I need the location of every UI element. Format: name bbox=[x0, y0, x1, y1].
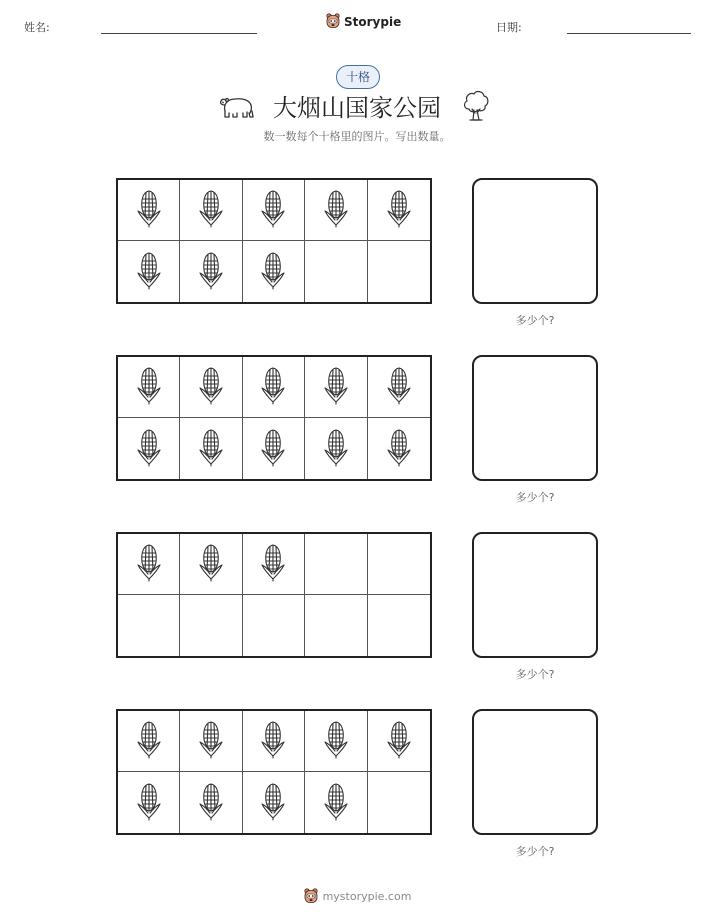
corn-icon bbox=[258, 542, 288, 586]
page-title: 大烟山国家公园 bbox=[273, 94, 441, 122]
corn-icon bbox=[196, 427, 226, 471]
ten-frame bbox=[116, 178, 432, 304]
corn-icon bbox=[384, 188, 414, 232]
ten-frame-cell bbox=[180, 357, 242, 418]
corn-icon bbox=[321, 427, 351, 471]
ten-frame-cell bbox=[305, 772, 367, 833]
ten-frame-cell bbox=[368, 711, 430, 772]
ten-frame-cell bbox=[243, 180, 305, 241]
corn-icon bbox=[134, 542, 164, 586]
ten-frame-cell bbox=[368, 595, 430, 656]
ten-frame-cell bbox=[368, 418, 430, 479]
ten-frame-cell bbox=[305, 180, 367, 241]
ten-frame-cell bbox=[368, 534, 430, 595]
count-question: 多少个? bbox=[515, 491, 555, 504]
ten-frame-cell bbox=[118, 241, 180, 302]
corn-icon bbox=[384, 427, 414, 471]
ten-frame-cell bbox=[180, 241, 242, 302]
ten-frame-cell bbox=[368, 241, 430, 302]
ten-frame bbox=[116, 709, 432, 835]
ten-frame-cell bbox=[180, 418, 242, 479]
topic-badge: 十格 bbox=[336, 65, 380, 89]
corn-icon bbox=[258, 719, 288, 763]
ten-frame-cell bbox=[243, 418, 305, 479]
corn-icon bbox=[321, 719, 351, 763]
corn-icon bbox=[134, 427, 164, 471]
answer-box[interactable] bbox=[472, 355, 598, 481]
storypie-mascot-icon bbox=[303, 888, 319, 905]
corn-icon bbox=[196, 365, 226, 409]
corn-icon bbox=[321, 781, 351, 825]
corn-icon bbox=[258, 250, 288, 294]
corn-icon bbox=[196, 781, 226, 825]
ten-frame-cell bbox=[180, 711, 242, 772]
brand-name: Storypie bbox=[344, 14, 402, 29]
footer-url: mystorypie.com bbox=[322, 890, 412, 903]
answer-box[interactable] bbox=[472, 709, 598, 835]
ten-frame-cell bbox=[305, 418, 367, 479]
ten-frame-cell bbox=[180, 180, 242, 241]
ten-frame-cell bbox=[368, 357, 430, 418]
storypie-mascot-icon bbox=[325, 13, 341, 30]
ten-frame-cell bbox=[243, 772, 305, 833]
ten-frame-cell bbox=[118, 180, 180, 241]
corn-icon bbox=[196, 250, 226, 294]
ten-frame-cell bbox=[180, 534, 242, 595]
corn-icon bbox=[196, 542, 226, 586]
count-question: 多少个? bbox=[515, 845, 555, 858]
name-label: 姓名: bbox=[24, 21, 50, 34]
ten-frame-cell bbox=[305, 534, 367, 595]
ten-frame bbox=[116, 532, 432, 658]
corn-icon bbox=[196, 719, 226, 763]
ten-frame-cell bbox=[305, 357, 367, 418]
ten-frame-cell bbox=[118, 357, 180, 418]
corn-icon bbox=[134, 365, 164, 409]
corn-icon bbox=[384, 365, 414, 409]
ten-frame-cell bbox=[305, 241, 367, 302]
ten-frame-cell bbox=[180, 772, 242, 833]
answer-box[interactable] bbox=[472, 178, 598, 304]
ten-frame-cell bbox=[118, 534, 180, 595]
corn-icon bbox=[258, 365, 288, 409]
footer bbox=[0, 888, 714, 905]
ten-frame-cell bbox=[305, 711, 367, 772]
corn-icon bbox=[384, 719, 414, 763]
instructions: 数一数每个十格里的图片。写出数量。 bbox=[263, 130, 451, 143]
corn-icon bbox=[321, 188, 351, 232]
brand-logo bbox=[325, 13, 401, 30]
corn-icon bbox=[258, 427, 288, 471]
ten-frame-cell bbox=[180, 595, 242, 656]
count-question: 多少个? bbox=[515, 668, 555, 681]
ten-frame-cell bbox=[368, 180, 430, 241]
corn-icon bbox=[134, 781, 164, 825]
count-question: 多少个? bbox=[515, 314, 555, 327]
ten-frame-cell bbox=[368, 772, 430, 833]
corn-icon bbox=[134, 250, 164, 294]
corn-icon bbox=[134, 188, 164, 232]
ten-frame-cell bbox=[243, 534, 305, 595]
ten-frame-cell bbox=[243, 241, 305, 302]
ten-frame bbox=[116, 355, 432, 481]
ten-frame-cell bbox=[243, 711, 305, 772]
name-field-line[interactable] bbox=[101, 33, 257, 34]
ten-frame-cell bbox=[243, 595, 305, 656]
corn-icon bbox=[321, 365, 351, 409]
corn-icon bbox=[258, 781, 288, 825]
corn-icon bbox=[196, 188, 226, 232]
ten-frame-cell bbox=[305, 595, 367, 656]
ten-frame-cell bbox=[243, 357, 305, 418]
ten-frame-cell bbox=[118, 418, 180, 479]
ten-frame-cell bbox=[118, 772, 180, 833]
date-label: 日期: bbox=[496, 21, 522, 34]
answer-box[interactable] bbox=[472, 532, 598, 658]
ten-frame-cell bbox=[118, 711, 180, 772]
date-field-line[interactable] bbox=[567, 33, 691, 34]
corn-icon bbox=[134, 719, 164, 763]
tree-icon bbox=[461, 89, 491, 123]
corn-icon bbox=[258, 188, 288, 232]
ten-frame-cell bbox=[118, 595, 180, 656]
